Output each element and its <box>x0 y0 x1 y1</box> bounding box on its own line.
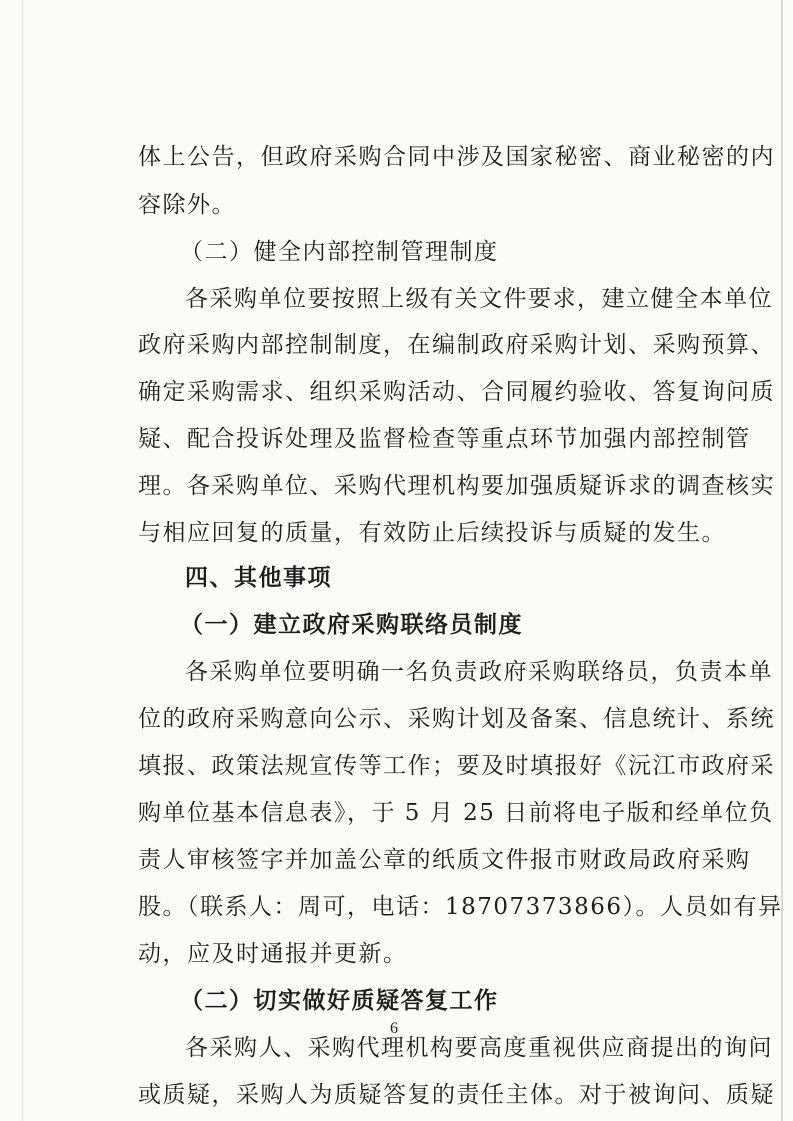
paragraph-line: 各采购单位要明确一名负责政府采购联络员，负责本单 <box>185 659 773 685</box>
paragraph-line: 疑、配合投诉处理及监督检查等重点环节加强内部控制管 <box>138 426 751 452</box>
subsection-heading: （二）切实做好质疑答复工作 <box>180 987 499 1014</box>
paragraph-line: 股。（联系人：周可，电话：18707373866）。人员如有异 <box>138 894 783 920</box>
paragraph-line: 政府采购内部控制制度，在编制政府采购计划、采购预算、 <box>138 332 775 358</box>
subsection-heading: （一）建立政府采购联络员制度 <box>180 611 523 638</box>
paragraph-line: 确定采购需求、组织采购活动、合同履约验收、答复询问质 <box>138 379 775 405</box>
section-heading: 四、其他事项 <box>185 564 332 591</box>
paragraph-line: 填报、政策法规宣传等工作；要及时填报好《沅江市政府采 <box>138 753 775 779</box>
paragraph-line: 容除外。 <box>138 192 236 218</box>
section-title: （二）健全内部控制管理制度 <box>180 239 499 265</box>
scan-edge-left <box>22 0 23 1121</box>
page-number: 6 <box>390 1020 398 1037</box>
paragraph-line: 体上公告，但政府采购合同中涉及国家秘密、商业秘密的内 <box>138 144 775 170</box>
paragraph-line: 位的政府采购意向公示、采购计划及备案、信息统计、系统 <box>138 706 775 732</box>
paragraph-line: 各采购单位要按照上级有关文件要求，建立健全本单位 <box>185 286 773 312</box>
paragraph-line: 购单位基本信息表》，于 5 月 25 日前将电子版和经单位负 <box>138 800 774 826</box>
paragraph-line: 各采购人、采购代理机构要高度重视供应商提出的询问 <box>185 1035 773 1061</box>
paragraph-line: 或质疑，采购人为质疑答复的责任主体。对于被询问、质疑 <box>138 1082 775 1108</box>
scan-edge-right <box>781 0 783 1121</box>
paragraph-line: 动，应及时通报并更新。 <box>138 941 408 967</box>
paragraph-line: 理。各采购单位、采购代理机构要加强质疑诉求的调查核实 <box>138 473 775 499</box>
paragraph-line: 责人审核签字并加盖公章的纸质文件报市财政局政府采购 <box>138 847 751 873</box>
paragraph-line: 与相应回复的质量，有效防止后续投诉与质疑的发生。 <box>138 520 726 546</box>
